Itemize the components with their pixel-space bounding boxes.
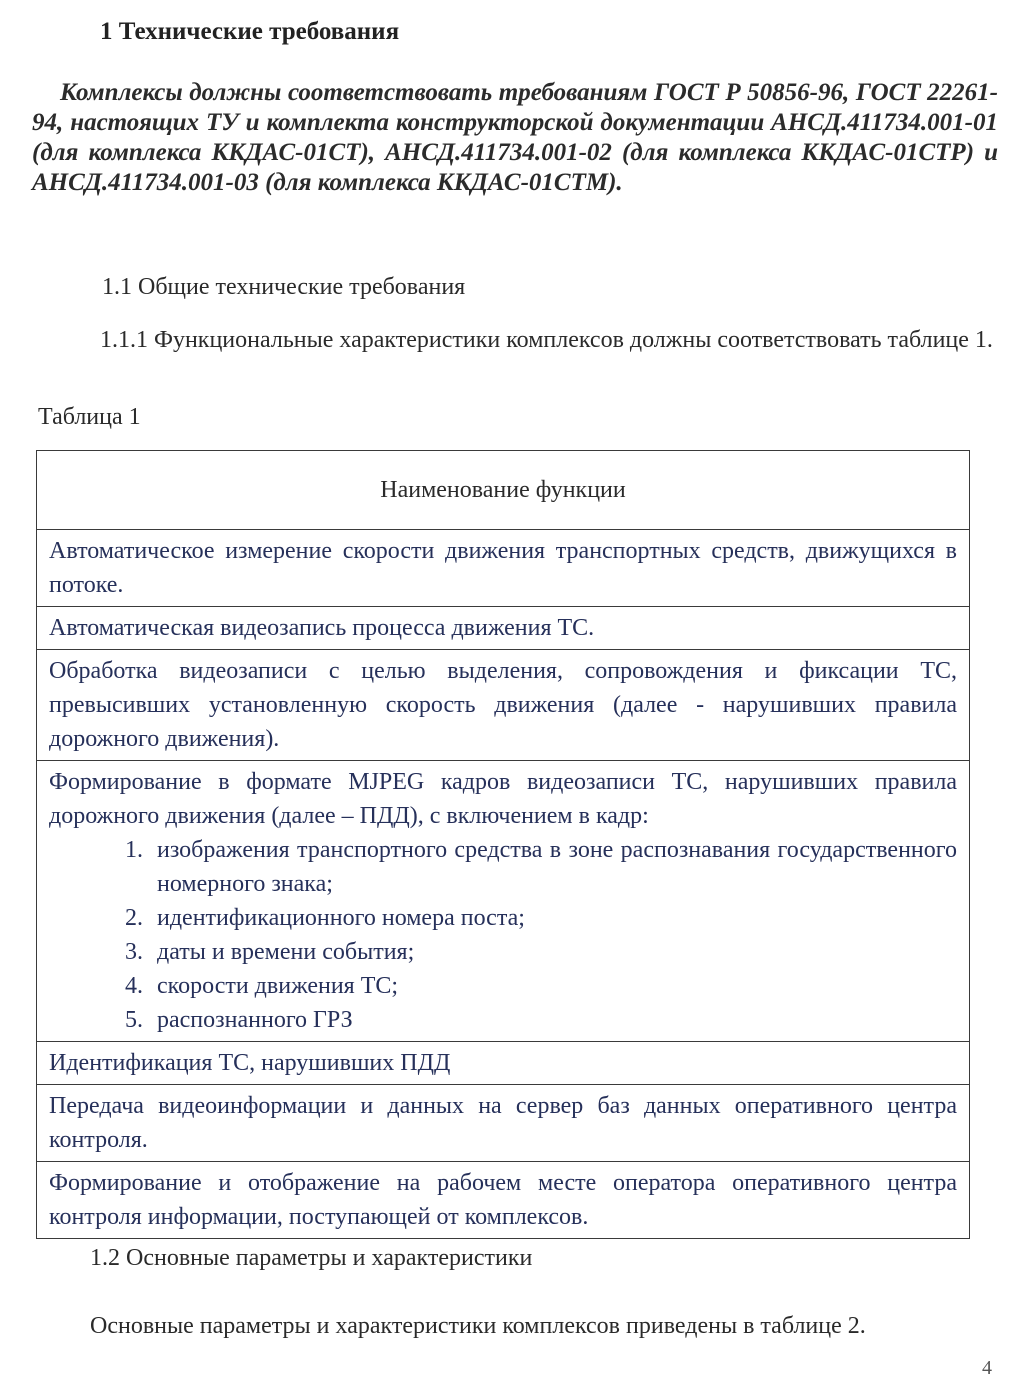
table-row bbox=[37, 761, 970, 1042]
table-cell-text: Формирование в формате MJPEG кадров видеозаписи ТС, нарушивших правила дорожного движения (далее – ПДД), с включением в кадр: bbox=[49, 769, 957, 829]
paragraph-1-2: Основные параметры и характеристики комплексов приведены в таблице 2. bbox=[90, 1313, 866, 1339]
list-item: 5. распознанного ГРЗ bbox=[149, 1003, 957, 1037]
table-row bbox=[37, 1162, 970, 1239]
table-cell: Формирование и отображение на рабочем месте оператора оперативного центра контроля информации, поступающей от комплексов. bbox=[37, 1162, 970, 1239]
table-row bbox=[37, 607, 970, 650]
table-header-cell: Наименование функции bbox=[37, 451, 970, 530]
table-row bbox=[37, 650, 970, 761]
list-item: 4. скорости движения ТС; bbox=[149, 969, 957, 1003]
table-cell: Автоматическое измерение скорости движения транспортных средств, движущихся в потоке. bbox=[37, 530, 970, 607]
subsection-1-1-title: 1.1 Общие технические требования bbox=[102, 274, 466, 300]
table-cell: Обработка видеозаписи с целью выделения, сопровождения и фиксации ТС, превысивших установленную скорость движения (далее - нарушивших правила дорожного движения). bbox=[37, 650, 970, 761]
table-row bbox=[37, 1085, 970, 1162]
table-cell-with-list bbox=[37, 761, 970, 1042]
frame-contents-list bbox=[49, 833, 957, 1037]
intro-paragraph: Комплексы должны соответствовать требованиям ГОСТ Р 50856-96, ГОСТ 22261-94, настоящих ТУ и комплекта конструкторской документации АНСД.411734.001-01 (для комплекса ККДАС-01СТ), АНСД.411734.001-02 (для комплекса ККДАС-01СТР) и АНСД.411734.001-03 (для комплекса ККДАС-01СТМ). bbox=[32, 79, 998, 196]
table-cell: Передача видеоинформации и данных на сервер баз данных оперативного центра контроля. bbox=[37, 1085, 970, 1162]
table-row bbox=[37, 530, 970, 607]
paragraph-1-1-1: 1.1.1 Функциональные характеристики комплексов должны соответствовать таблице 1. bbox=[100, 327, 993, 353]
list-item: 3. даты и времени события; bbox=[149, 935, 957, 969]
table-header-row bbox=[37, 451, 970, 530]
table-cell: Автоматическая видеозапись процесса движения ТС. bbox=[37, 607, 970, 650]
functions-table bbox=[36, 450, 970, 1239]
table-cell: Идентификация ТС, нарушивших ПДД bbox=[37, 1042, 970, 1085]
list-item: 2. идентификационного номера поста; bbox=[149, 901, 957, 935]
subsection-1-2-title: 1.2 Основные параметры и характеристики bbox=[90, 1245, 533, 1271]
list-item: 1. изображения транспортного средства в зоне распознавания государственного номерного знака; bbox=[149, 833, 957, 901]
table-caption: Таблица 1 bbox=[38, 404, 141, 430]
page-number: 4 bbox=[982, 1357, 992, 1379]
section-heading: 1 Технические требования bbox=[100, 18, 400, 45]
table-row bbox=[37, 1042, 970, 1085]
